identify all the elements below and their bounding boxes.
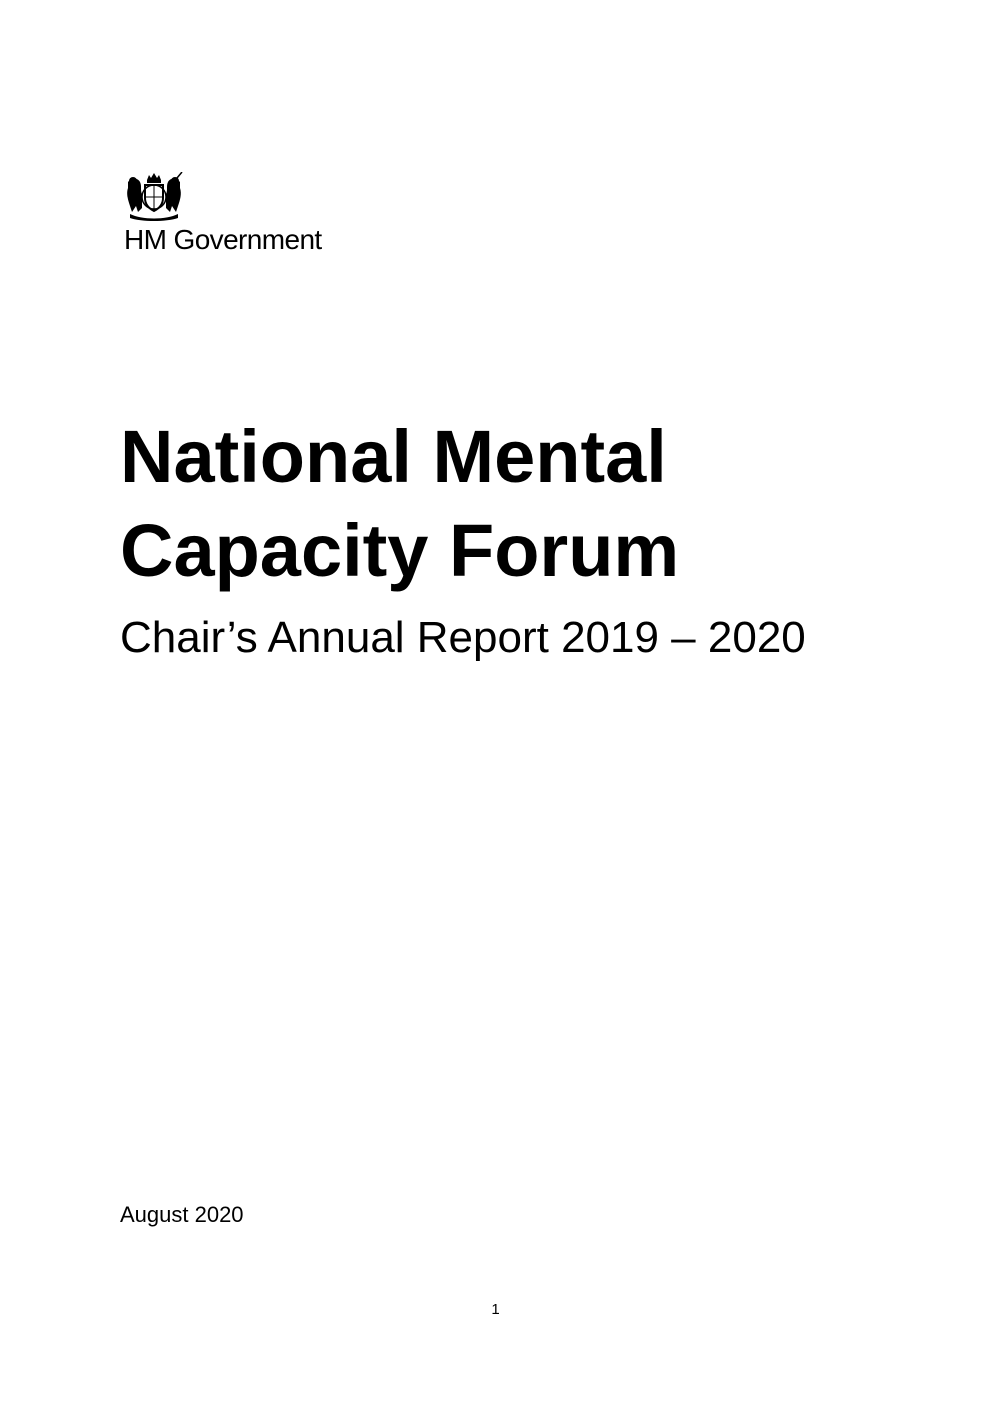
document-title	[120, 410, 679, 598]
page-number: 1	[491, 1301, 500, 1318]
publication-date: August 2020	[120, 1202, 244, 1227]
document-subtitle: Chair’s Annual Report 2019 – 2020	[120, 613, 806, 662]
document-title-line-2: Capacity Forum	[120, 509, 680, 592]
royal-coat-of-arms-icon	[124, 172, 184, 222]
document-title-line-1: National Mental	[120, 415, 667, 498]
hm-government-wordmark: HM Government	[124, 224, 322, 255]
